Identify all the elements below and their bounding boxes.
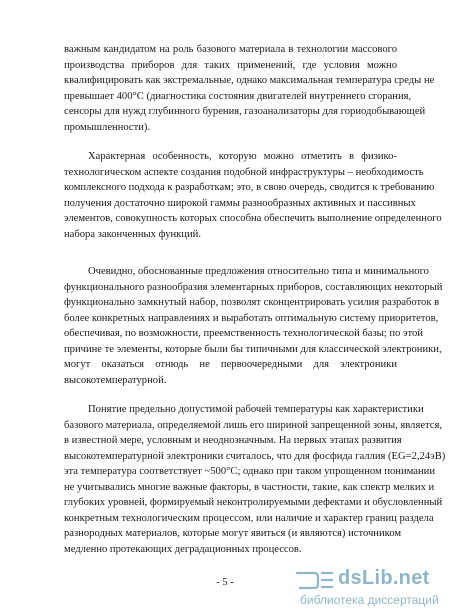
text-line: Очевидно, обоснованные предложения относительно типа и минимального [88,266,429,277]
text-line: важным кандидатом на роль базового материала в технологии массового [64,44,397,55]
text-line: в известной мере, условным и неоднозначным. На первых этапах развития [64,435,402,446]
text-line: сенсоры для нужд глубинного бурения, газоанализаторы для гориодобывающей [64,106,426,117]
text-line: причине те элементы, которые были бы типичными для классической электроники, [64,343,442,355]
text-line: функционально замкнутый набор, позволят сконцентрировать усилия разработок в [64,297,440,308]
text-line: эта температура соответствует ~500°C; однако при таком упрощенном понимании [64,466,435,477]
paragraph-2 [64,149,442,242]
text-line: Характерная особенность, которую можно отметить в физико- [88,151,397,162]
text-line: разнородных материалов, которые могут явиться (и являются) источником [64,528,402,539]
text-line: Понятие предельно допустимой рабочей температуры как характеристики [88,404,424,415]
text-line: набора законченных функций. [64,228,201,240]
text-line: элементов, совокупность которых способна обеспечить выполнение определенного [64,213,442,224]
text-line: комплексного подхода к разработкам; это, в свою очередь, сводится к требованию [64,182,435,193]
text-line: могут оказаться отнюдь не первоочередными для электроники [64,359,397,370]
text-line: промышленности). [64,121,151,133]
page-number: - 5 - [216,577,234,588]
text-line: превышает 400°C (диагностика состояния двигателей внутреннего сгорания, [64,90,412,102]
text-line: квалифицировать как экстремальные, однако максимальная температура среды не [64,75,435,86]
text-line: не учитывались многие важные факторы, в частности, такие, как спектр мелких и [64,481,435,493]
text-line: высокотемпературной. [64,374,167,386]
paragraph-4 [64,402,446,557]
text-line: базового материала, определяемой лишь его шириной запрещенной зоны, является, [64,419,443,431]
paragraph-1 [64,42,435,135]
text-line: получения достаточно широкой гаммы разнообразных активных и пассивных [64,197,416,209]
text-line: глубоких уровней, формируемый неконтролируемыми дефектами и обусловленный [64,497,443,508]
text-line: обеспечивая, по возможности, преемственность технологической базы; по этой [64,328,424,339]
paragraph-3 [64,264,443,388]
text-line: высокотемпературной электроники считалось, что для фосфида галлия (EG=2,24эВ) [64,450,446,462]
text-line: медленно протекающих деградационных процессов. [64,543,302,555]
dslib-logo-icon [294,568,336,590]
watermark-domain: dsLib.net [338,567,430,589]
watermark [294,566,444,610]
text-line: производства приборов для таких применений, где условия можно [64,59,397,71]
text-line: более конкретных направлениях и выработать оптимальную систему приоритетов, [64,312,439,324]
text-line: конкретным технологическим процессом, или наличие и характер границ раздела [64,512,434,524]
text-line: функционального разнообразия элементарных приборов, составляющих некоторый [64,281,443,293]
text-line: технологическом аспекте создания подобной инфраструктуры – необходимость [64,166,424,178]
watermark-tagline: библиотека диссертаций [300,593,439,607]
